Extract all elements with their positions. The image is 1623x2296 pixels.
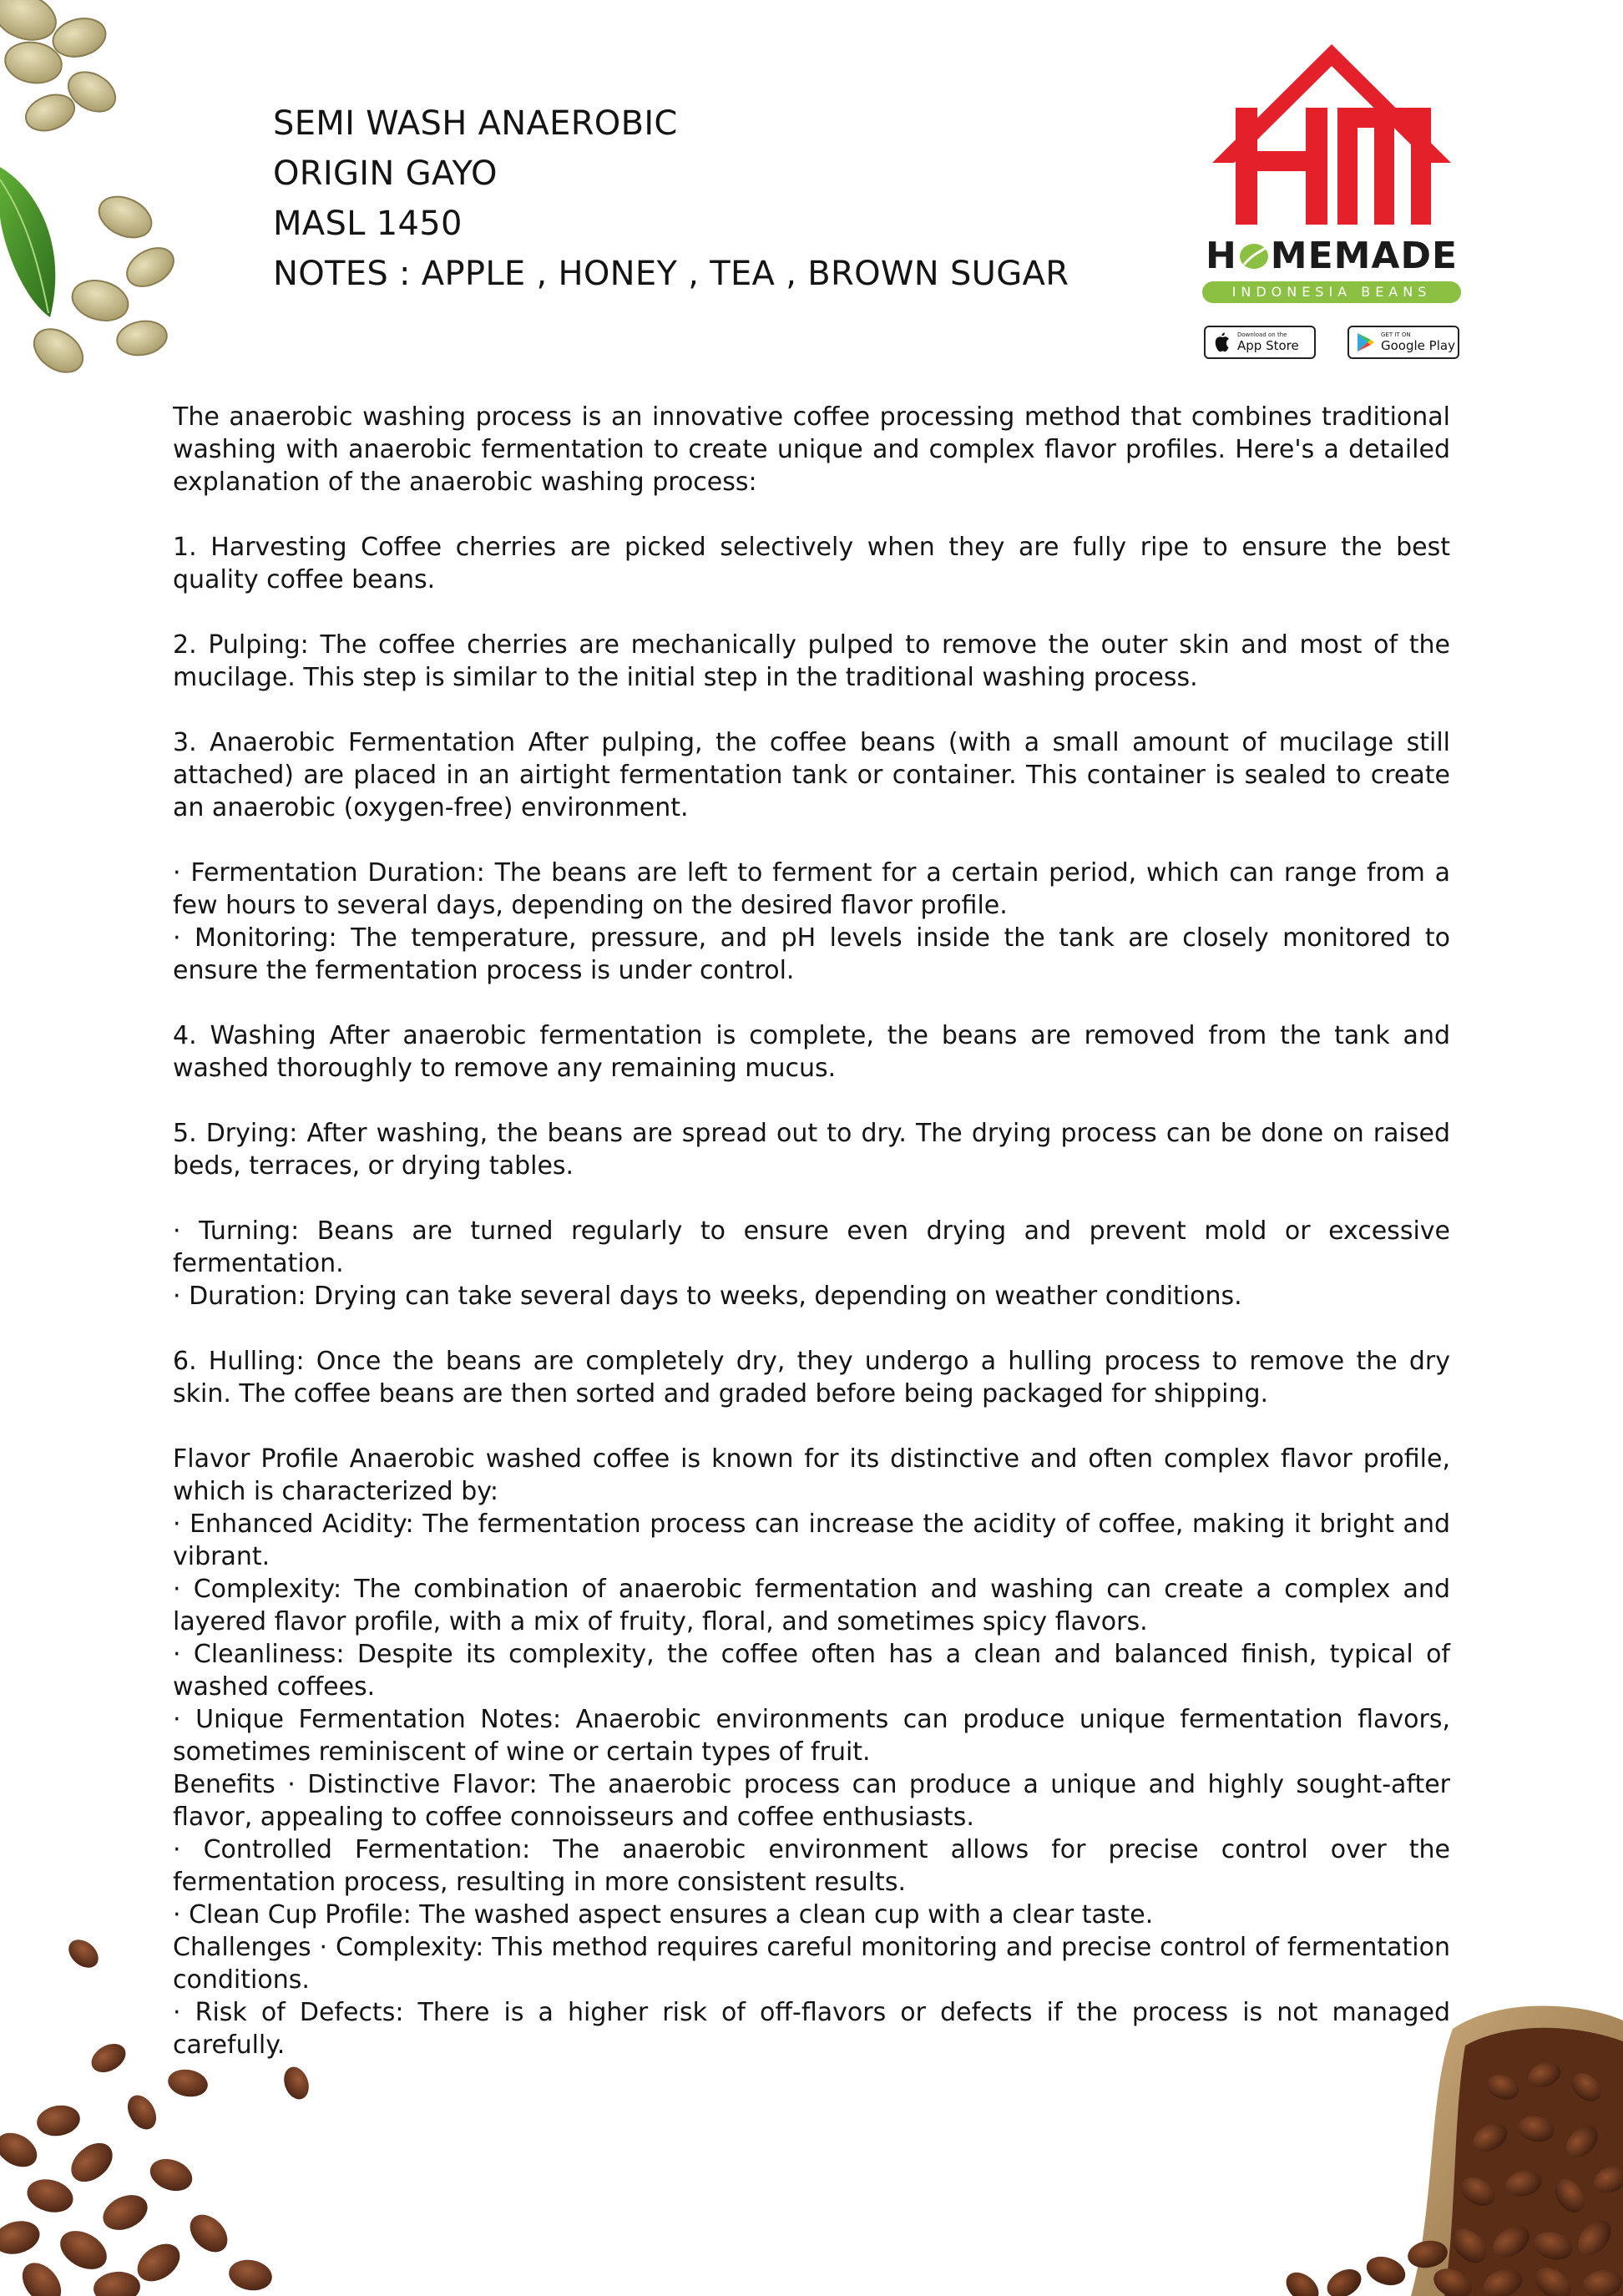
brand-name-prefix: H <box>1205 235 1237 277</box>
flavor-profile-intro: Flavor Profile Anaerobic washed coffee is known for its distinctive and often complex flavor profile, which is characterized by: <box>173 1444 1450 1506</box>
step-pulping: 2. Pulping: The coffee cherries are mechanically pulped to remove the outer skin and most of the mucilage. This step is similar to the initial step in the traditional washing process. <box>173 630 1450 692</box>
step-drying: 5. Drying: After washing, the beans are spread out to dry. The drying process can be done on raised beds, terraces, or drying tables. <box>173 1119 1450 1181</box>
spacer <box>173 1182 1450 1215</box>
benefits-clean-cup: · Clean Cup Profile: The washed aspect ensures a clean cup with a clear taste. <box>173 1900 1154 1929</box>
spacer <box>173 694 1450 726</box>
spacer <box>173 1410 1450 1443</box>
brand-tagline: INDONESIA BEANS <box>1202 281 1461 303</box>
origin-line: ORIGIN GAYO <box>273 154 498 193</box>
green-beans-decoration <box>0 0 200 384</box>
flavor-cleanliness-bullet: · Cleanliness: Despite its complexity, the coffee often has a clean and balanced finish, typical of washed coffees. <box>173 1640 1450 1702</box>
spacer <box>173 1085 1450 1117</box>
spacer <box>173 498 1450 531</box>
house-hm-logo-icon <box>1202 38 1461 230</box>
flavor-acidity-bullet: · Enhanced Acidity: The fermentation process can increase the acidity of coffee, making it bright and vibrant. <box>173 1510 1450 1571</box>
coffee-leaf-icon <box>1237 241 1271 271</box>
apple-icon <box>1212 331 1232 353</box>
app-store-label: App Store <box>1237 338 1299 353</box>
process-title: SEMI WASH ANAEROBIC <box>273 104 678 143</box>
spacer <box>173 824 1450 857</box>
google-play-badge[interactable] <box>1347 326 1459 359</box>
spacer <box>173 596 1450 629</box>
challenges-risk-of-defects: · Risk of Defects: There is a higher risk of off-flavors or defects if the process is not managed carefully. <box>173 1998 1450 2060</box>
fermentation-duration-bullet: · Fermentation Duration: The beans are left to ferment for a certain period, which can range from a few hours to several days, depending on the desired flavor profile. <box>173 858 1450 920</box>
step-anaerobic-fermentation: 3. Anaerobic Fermentation After pulping, the coffee beans (with a small amount of mucilage still attached) are placed in an airtight fermentation tank or container. This container is sealed to create an anaerobic (oxygen-free) environment. <box>173 728 1450 822</box>
altitude-line: MASL 1450 <box>273 205 463 243</box>
process-description <box>173 401 1450 2061</box>
google-play-small-text: GET IT ON <box>1381 331 1411 338</box>
challenges-complexity: Challenges · Complexity: This method requires careful monitoring and precise control of fermentation conditions. <box>173 1933 1450 1995</box>
google-play-icon <box>1356 331 1376 353</box>
spacer <box>173 1312 1450 1345</box>
drying-duration-bullet: · Duration: Drying can take several days to weeks, depending on weather conditions. <box>173 1282 1242 1311</box>
step-washing: 4. Washing After anaerobic fermentation is complete, the beans are removed from the tank and washed thoroughly to remove any remaining mucus. <box>173 1021 1450 1083</box>
step-harvesting: 1. Harvesting Coffee cherries are picked selectively when they are fully ripe to ensure the best quality coffee beans. <box>173 533 1450 594</box>
turning-bullet: · Turning: Beans are turned regularly to ensure even drying and prevent mold or excessive fermentation. <box>173 1216 1450 1278</box>
brand-name-suffix: MEMADE <box>1270 235 1459 277</box>
tasting-notes-line: NOTES : APPLE , HONEY , TEA , BROWN SUGAR <box>273 255 1069 293</box>
monitoring-bullet: · Monitoring: The temperature, pressure, and pH levels inside the tank are closely monitored to ensure the fermentation process is under control. <box>173 923 1450 985</box>
brand-name <box>1202 235 1461 277</box>
app-store-small-text: Download on the <box>1237 331 1287 338</box>
app-store-badge[interactable] <box>1204 326 1316 359</box>
step-hulling: 6. Hulling: Once the beans are completely dry, they undergo a hulling process to remove the dry skin. The coffee beans are then sorted and graded before being packaged for shipping. <box>173 1347 1450 1408</box>
flavor-unique-bullet: · Unique Fermentation Notes: Anaerobic environments can produce unique fermentation flavors, sometimes reminiscent of wine or certain types of fruit. <box>173 1705 1450 1767</box>
intro-paragraph: The anaerobic washing process is an innovative coffee processing method that combines traditional washing with anaerobic fermentation to create unique and complex flavor profiles. Here's a detailed explanation of the anaerobic washing process: <box>173 402 1450 497</box>
spacer <box>173 987 1450 1019</box>
homemade-logo <box>1202 38 1461 317</box>
benefits-controlled-fermentation: · Controlled Fermentation: The anaerobic environment allows for precise control over the fermentation process, resulting in more consistent results. <box>173 1835 1450 1897</box>
google-play-label: Google Play <box>1381 338 1455 353</box>
benefits-distinctive-flavor: Benefits · Distinctive Flavor: The anaerobic process can produce a unique and highly sought-after flavor, appealing to coffee connoisseurs and coffee enthusiasts. <box>173 1770 1450 1832</box>
product-header <box>273 99 1069 299</box>
flavor-complexity-bullet: · Complexity: The combination of anaerobic fermentation and washing can create a complex and layered flavor profile, with a mix of fruity, floral, and sometimes spicy flavors. <box>173 1575 1450 1636</box>
